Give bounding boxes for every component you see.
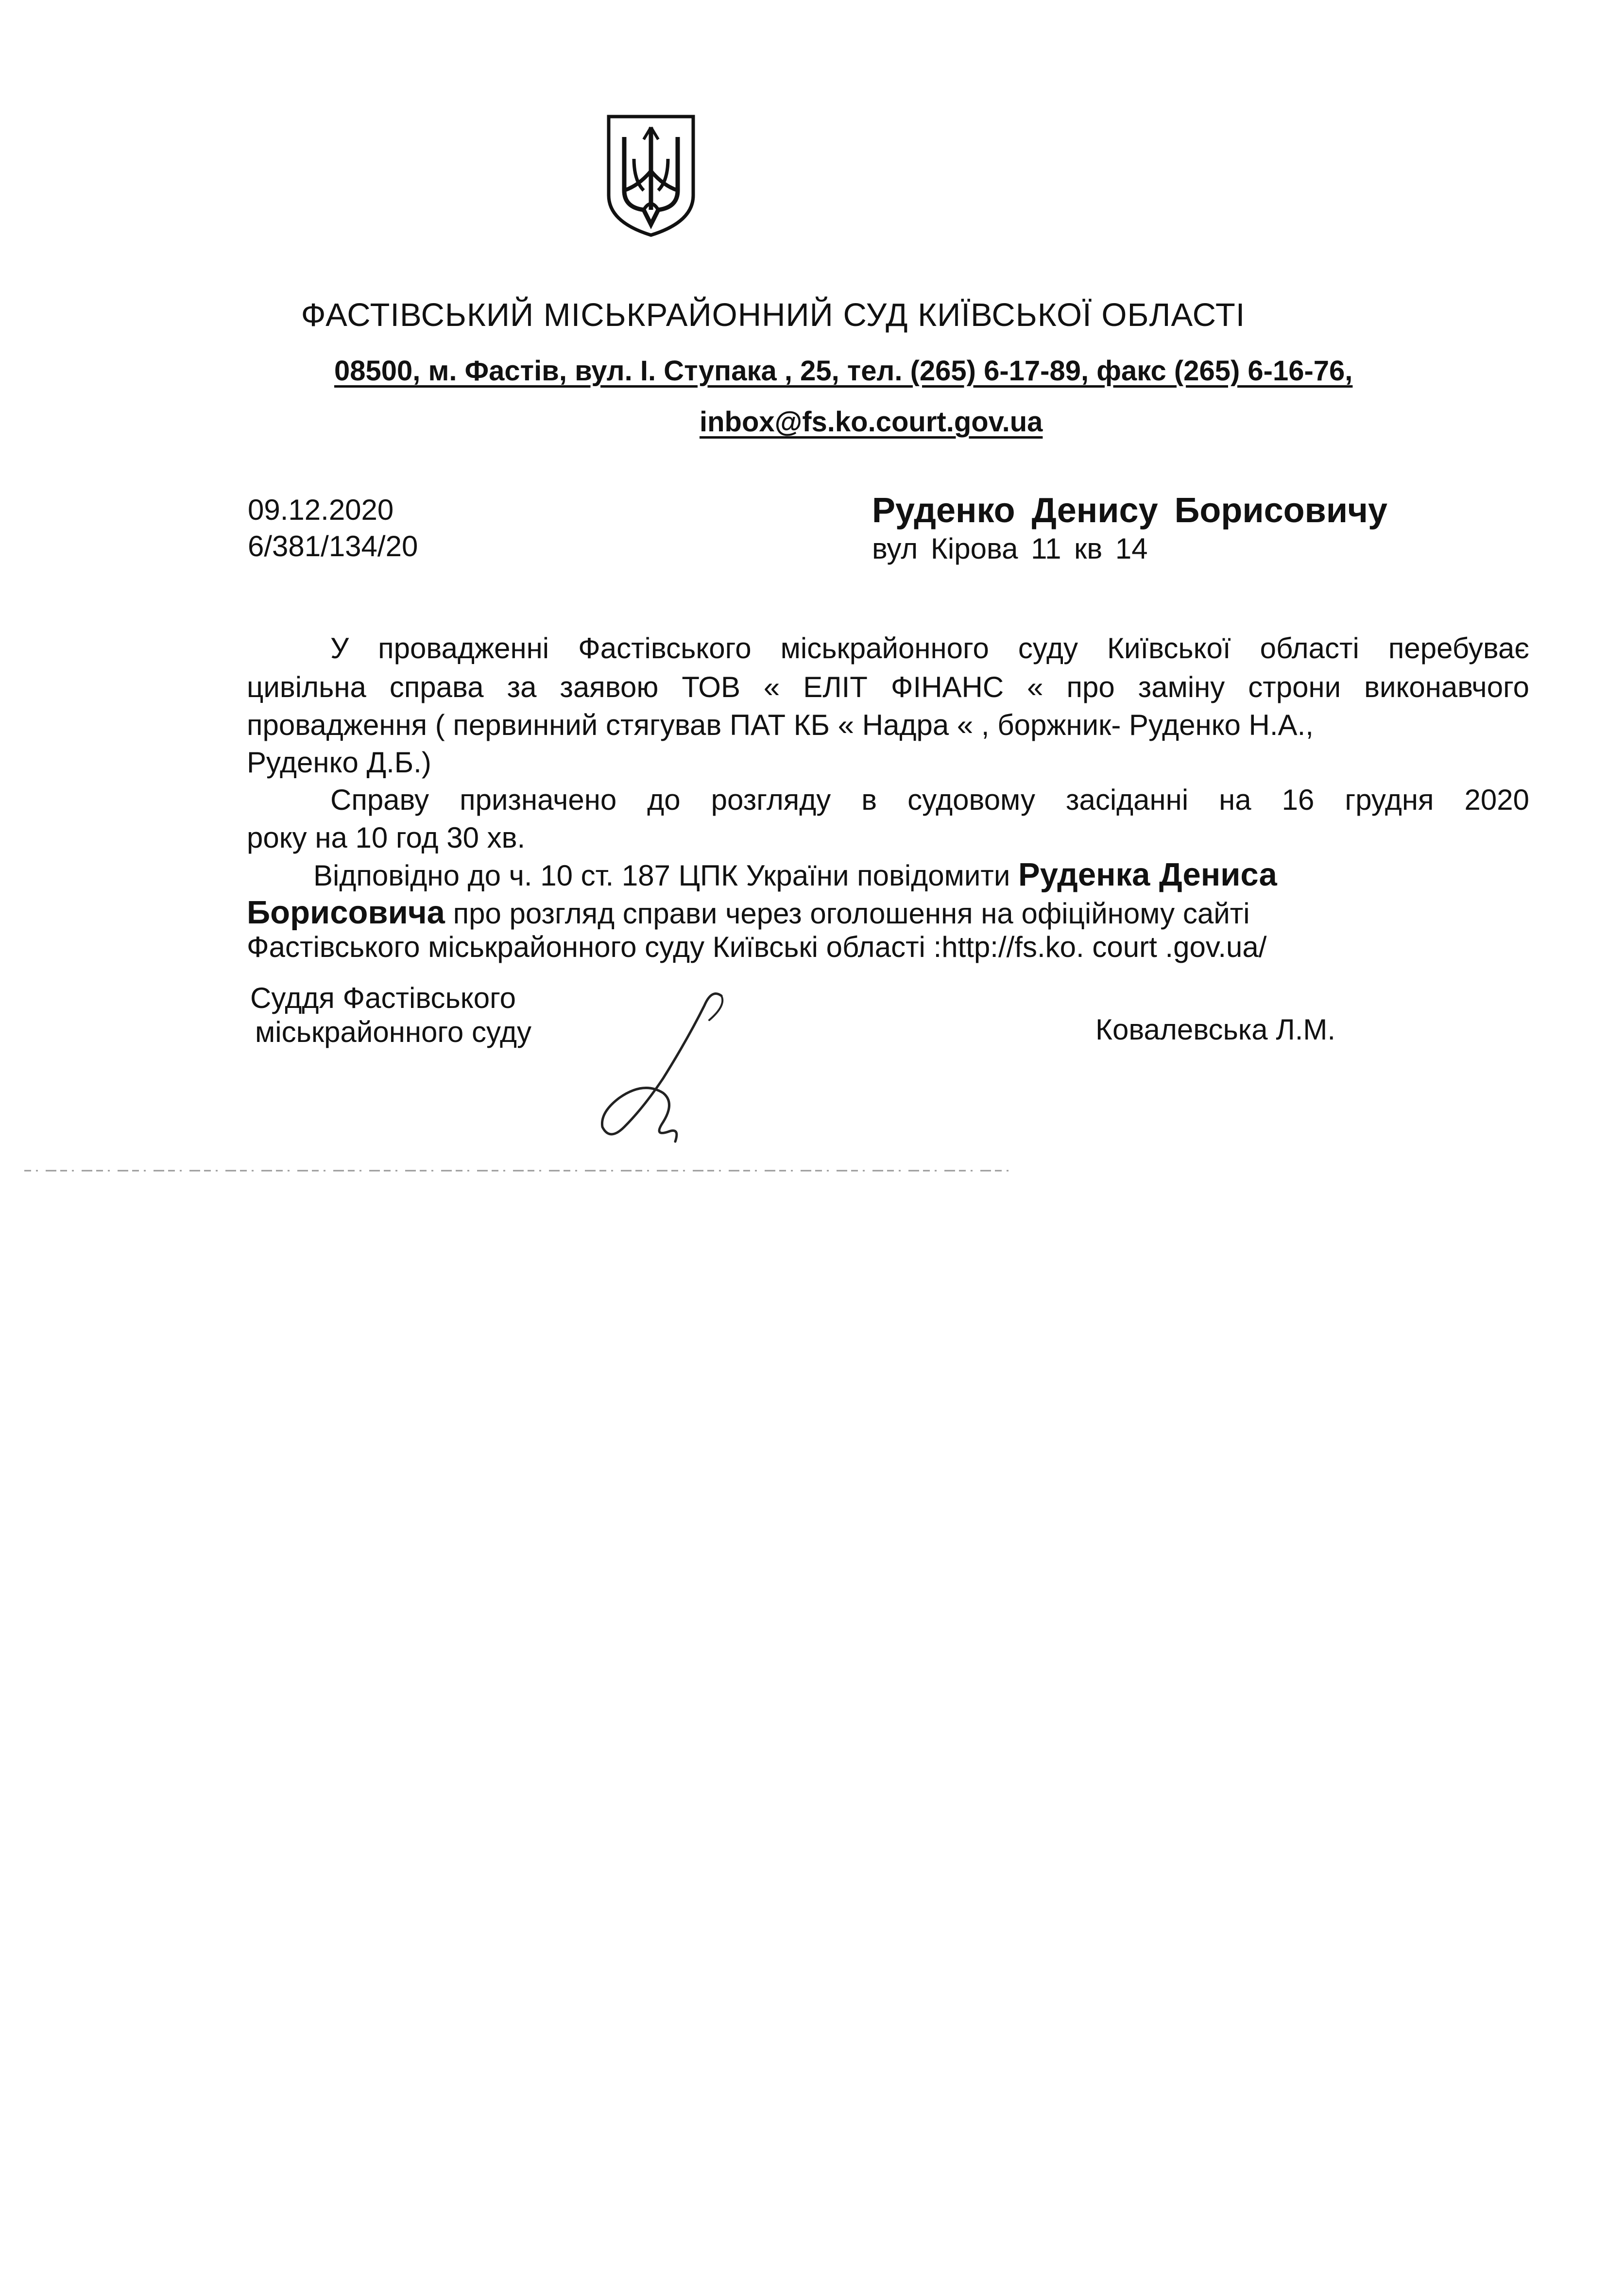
- body-paragraph-2-line-1: Справу призначено до розгляду в судовому засіданні на 16 грудня 2020: [330, 784, 1529, 816]
- trident-coat-of-arms-icon: [605, 113, 697, 238]
- debtor-name-part-2: Борисовича: [247, 894, 445, 931]
- body-paragraph-3-line-1-text: Відповідно до ч. 10 ст. 187 ЦПК України повідомити: [313, 859, 1019, 892]
- debtor-name-part-1: Руденка Дениса: [1018, 856, 1277, 893]
- recipient-name: Руденко Денису Борисовичу: [872, 491, 1387, 530]
- document-date: 09.12.2020: [248, 494, 394, 526]
- recipient-address: вул Кірова 11 кв 14: [872, 532, 1148, 565]
- body-paragraph-1-line-4: Руденко Д.Б.): [247, 746, 431, 779]
- court-address: 08500, м. Фастів, вул. І. Ступака , 25, тел. (265) 6-17-89, факс (265) 6-16-76,: [334, 355, 1353, 387]
- body-paragraph-3-line-2: [247, 894, 1250, 931]
- outgoing-number: 6/381/134/20: [248, 530, 418, 563]
- court-name: ФАСТІВСЬКИЙ МІСЬКРАЙОННИЙ СУД КИЇВСЬКОЇ ОБЛАСТІ: [301, 297, 1246, 333]
- body-paragraph-2-line-2: року на 10 год 30 хв.: [247, 821, 526, 854]
- body-paragraph-3-line-3: Фастівського міськрайонного суду Київські області :http://fs.ko. court .gov.ua/: [247, 931, 1267, 963]
- judge-role-line-2: міськрайонного суду: [255, 1016, 531, 1048]
- body-paragraph-3-line-2-text: про розгляд справи через оголошення на офіційному сайті: [444, 897, 1250, 930]
- scan-artifact-line: [0, 1166, 1020, 1176]
- body-paragraph-1-line-1: У провадженні Фастівського міськрайонного суду Київської області перебуває: [330, 632, 1529, 665]
- body-paragraph-1-line-3: провадження ( первинний стягував ПАТ КБ « Надра « , боржник- Руденко Н.А.,: [247, 709, 1314, 741]
- body-paragraph-3-line-1: [313, 856, 1277, 893]
- judge-name: Ковалевська Л.М.: [1095, 1013, 1336, 1046]
- court-email: inbox@fs.ko.court.gov.ua: [700, 406, 1043, 438]
- judge-role-line-1: Суддя Фастівського: [250, 982, 516, 1014]
- handwritten-signature: [590, 986, 736, 1151]
- body-paragraph-1-line-2: цивільна справа за заявою ТОВ « ЕЛІТ ФІНАНС « про заміну строни виконавчого: [247, 671, 1529, 703]
